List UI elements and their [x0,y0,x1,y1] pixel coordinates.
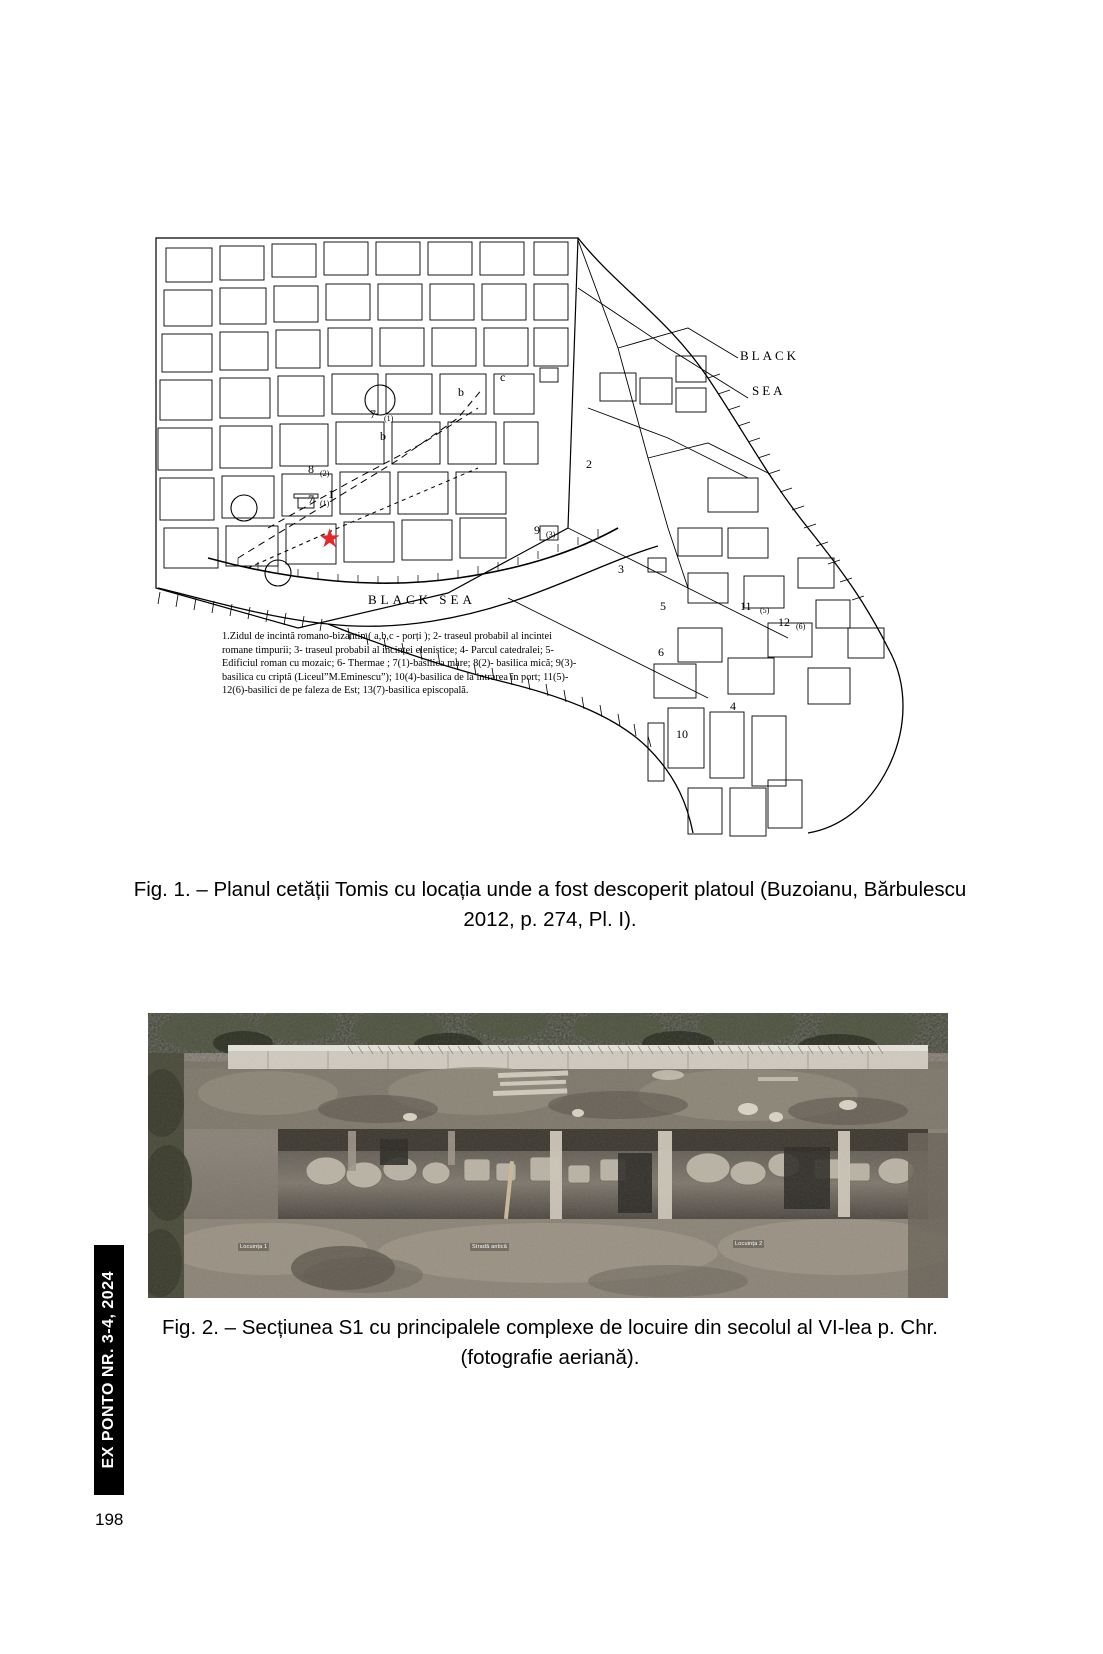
svg-text:(3): (3) [546,530,556,539]
svg-text:1: 1 [328,487,334,501]
svg-text:(2): (2) [320,469,330,478]
svg-text:9: 9 [534,523,540,537]
svg-text:(1): (1) [384,414,394,423]
svg-text:(5): (5) [760,606,770,615]
svg-text:6: 6 [658,645,664,659]
map-label-black-sea-bottom: BLACK SEA [368,592,476,607]
page-number: 198 [95,1510,124,1529]
svg-text:12: 12 [778,615,790,629]
svg-text:b: b [380,429,386,443]
map-label-sea: SEA [752,383,786,398]
photo-tag-strada-antica: Stradă antică [472,1244,508,1250]
svg-text:c: c [500,370,506,384]
figure-1-legend-text: 1.Zidul de incintă romano-bizantin ( a,b,c - porți ); 2- traseul probabil al incintei romane timpurii; 3- traseul probabil al incintei elenistice; 4- Parcul catedralei; 5- Edificiul roman cu mozaic; 6- Thermae ; 7(1)-basilica mare; 8(2)- basilica mică; 9(3)- basilica cu criptă (Liceul”M.Eminescu”); 10(4)-basilica de la intrarea în port; 11(5)- 12(6)-basilici de pe faleza de Est; 13(7)-basilica episcopală. [222,631,577,697]
svg-text:4: 4 [730,699,736,713]
svg-text:(6): (6) [796,622,806,631]
map-label-black: BLACK [740,348,800,363]
figure-1-caption: Fig. 1. – Planul cetății Tomis cu locația unde a fost descoperit platoul (Buzoianu, Bărbulescu 2012, p. 274, Pl. I). [133,878,967,931]
running-head-text: EX PONTO NR. 3-4, 2024 [100,1271,117,1469]
svg-text:b: b [458,385,464,399]
svg-text:8: 8 [308,462,314,476]
svg-text:7: 7 [370,407,376,421]
figure-2-photo-image [148,1013,948,1298]
figure-2-caption: Fig. 2. – Secțiunea S1 cu principalele complexe de locuire din secolul al VI-lea p. Chr. (fotografie aeriană). [161,1316,938,1369]
svg-text:7: 7 [308,492,314,506]
running-head-tab [94,1245,124,1495]
svg-text:3: 3 [618,562,624,576]
red-star-location-marker: ★ [318,524,342,553]
photo-tag-locuinta-2: Locuința 2 [735,1241,763,1247]
svg-text:2: 2 [586,457,592,471]
photo-tag-locuinta-1: Locuința 1 [240,1244,268,1250]
figure-1-map-image [148,228,948,838]
svg-text:5: 5 [660,599,666,613]
svg-text:10: 10 [676,727,688,741]
svg-text:(1): (1) [320,499,330,508]
svg-text:11: 11 [740,599,752,613]
